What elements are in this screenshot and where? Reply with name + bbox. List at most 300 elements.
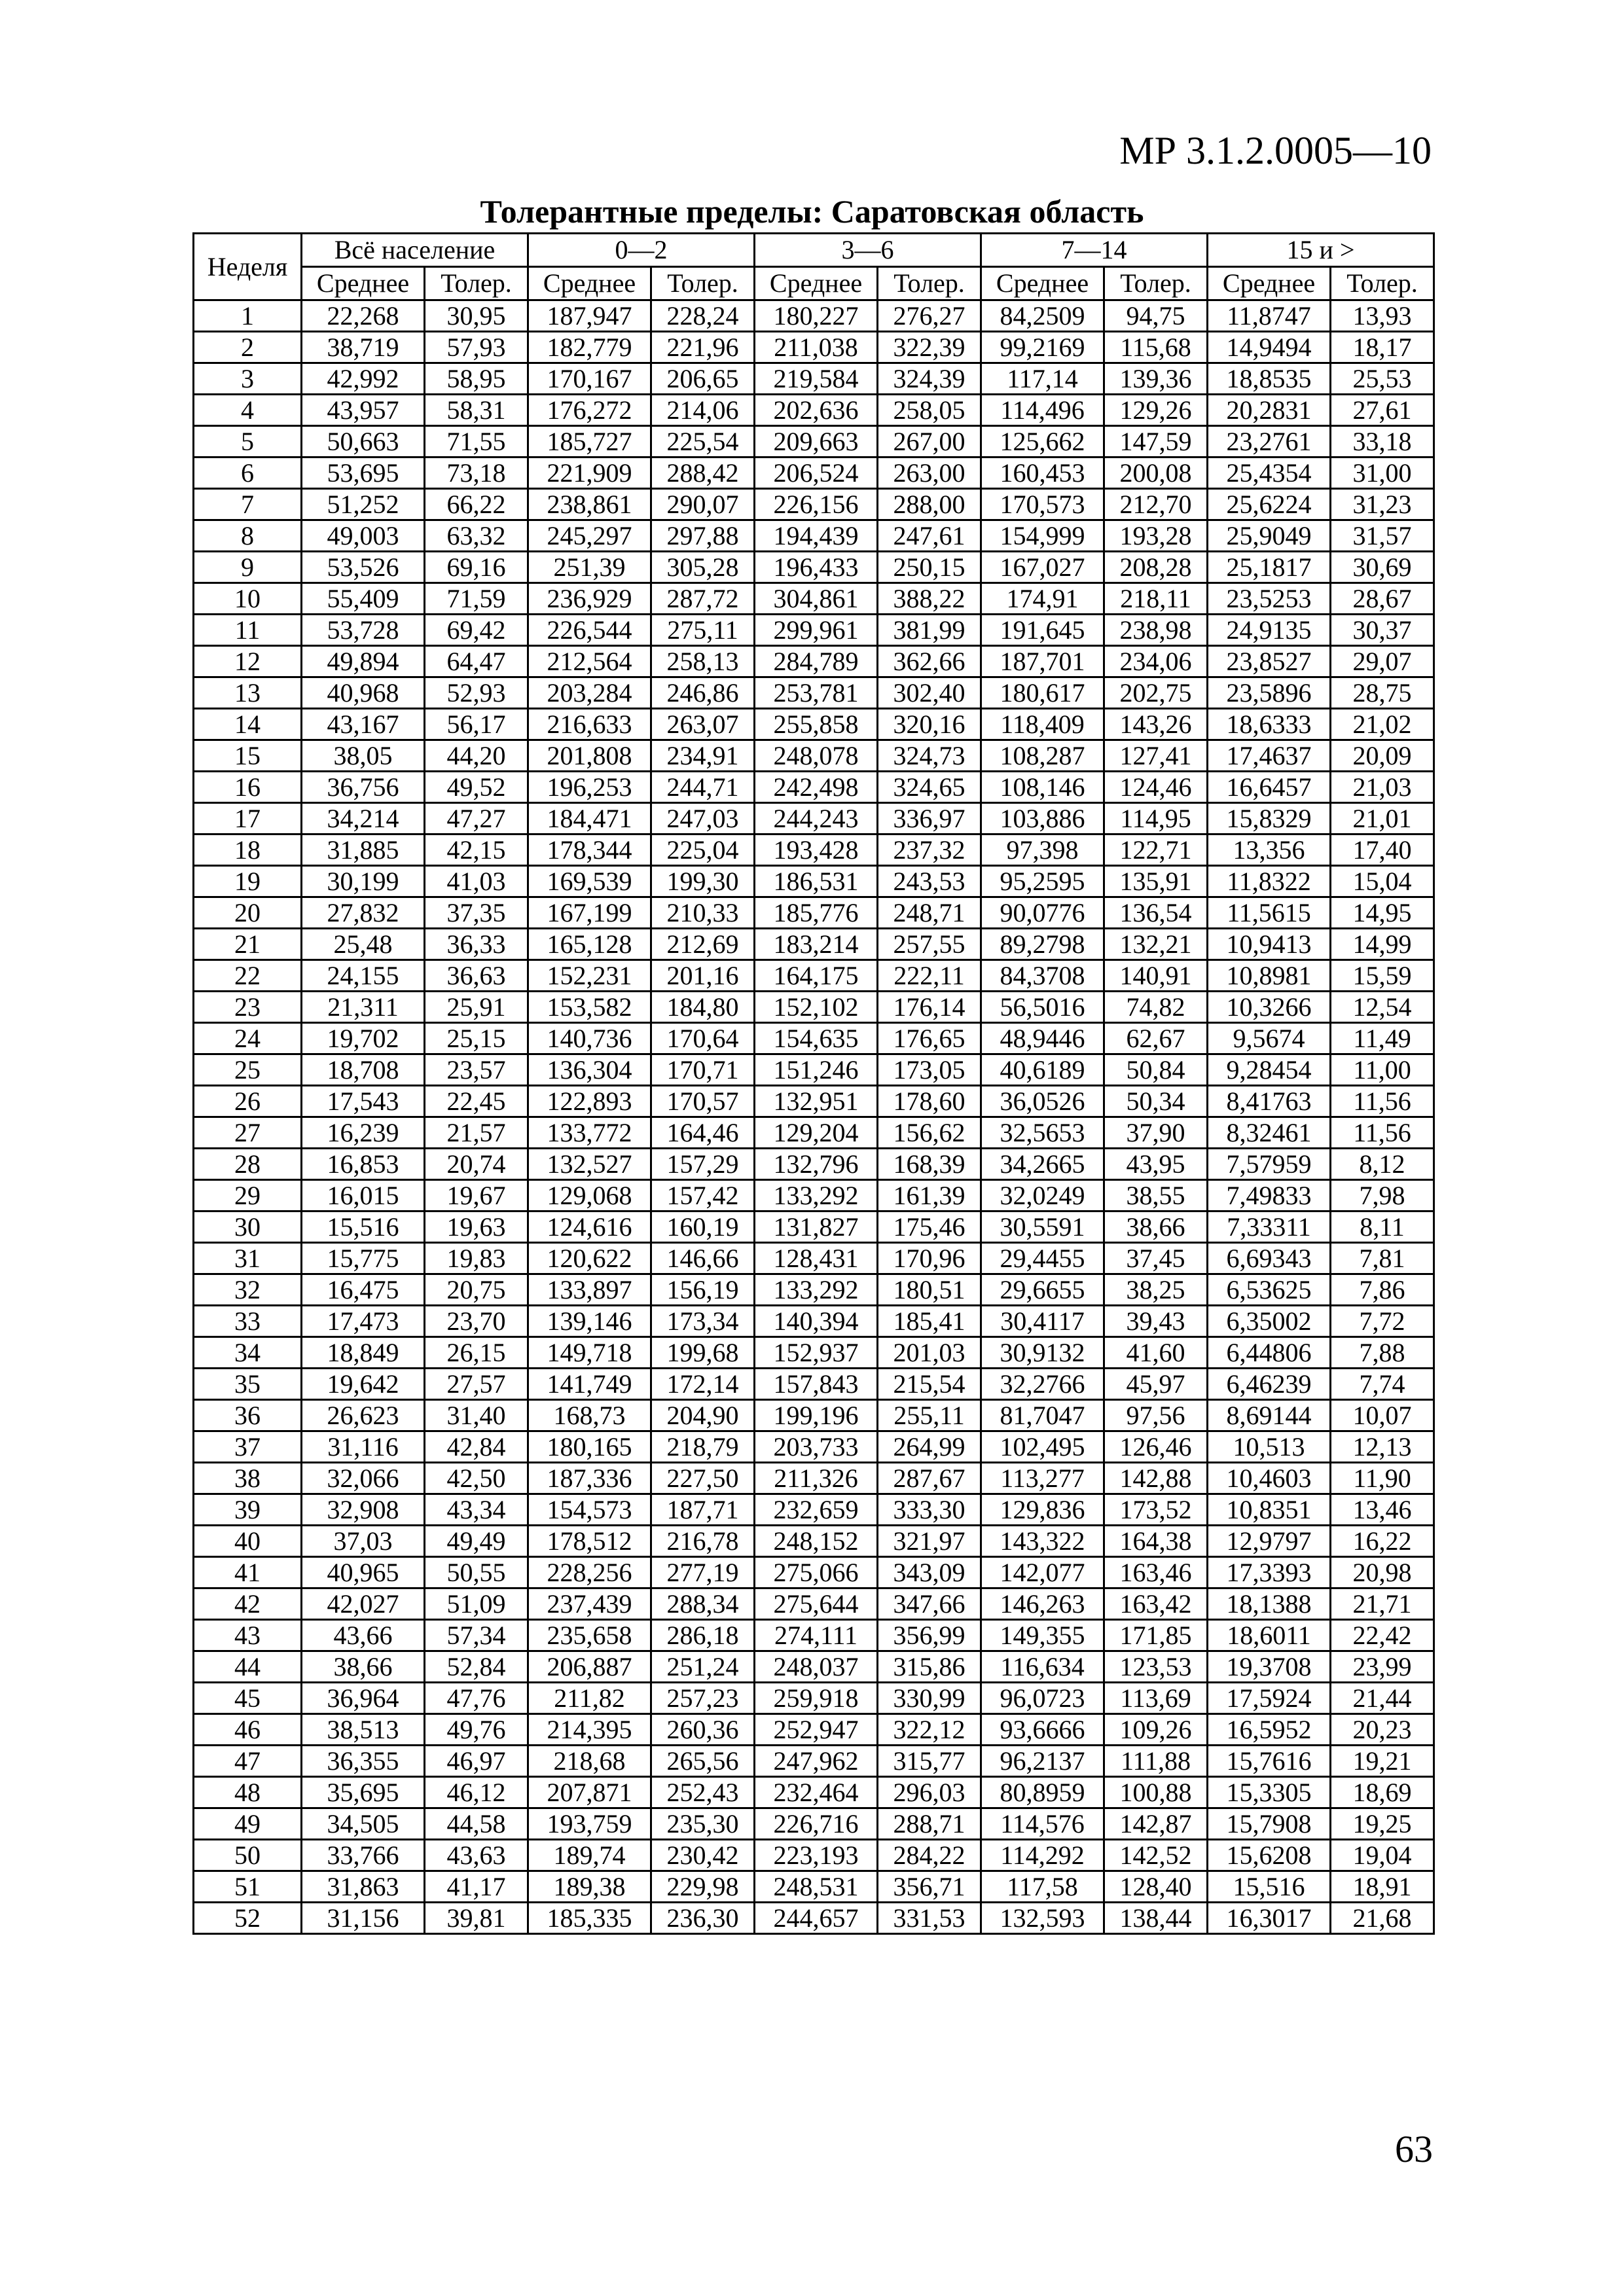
age-15-plus-tolerance-cell: 11,49 (1331, 1023, 1434, 1054)
all-mean-cell: 36,756 (302, 772, 425, 803)
table-row (194, 992, 1434, 1023)
age-15-plus-mean-cell: 17,4637 (1208, 740, 1331, 772)
age-7-14-tolerance-cell: 94,75 (1104, 300, 1208, 332)
all-mean-cell: 34,214 (302, 803, 425, 834)
all-mean-cell: 22,268 (302, 300, 425, 332)
all-mean-cell: 27,832 (302, 897, 425, 929)
age-7-14-mean-cell: 114,292 (981, 1840, 1104, 1871)
age-15-plus-tolerance-cell: 12,54 (1331, 992, 1434, 1023)
all-mean-cell: 40,965 (302, 1557, 425, 1588)
age-15-plus-tolerance-cell: 7,81 (1331, 1243, 1434, 1274)
all-tolerance-cell: 71,55 (425, 426, 528, 457)
age-15-plus-tolerance-cell: 33,18 (1331, 426, 1434, 457)
age-0-2-tolerance-cell: 187,71 (651, 1494, 755, 1526)
subheader-tolerance: Толер. (878, 267, 981, 300)
all-mean-cell: 18,849 (302, 1337, 425, 1369)
age-15-plus-tolerance-cell: 7,72 (1331, 1306, 1434, 1337)
age-15-plus-mean-cell: 24,9135 (1208, 615, 1331, 646)
age-15-plus-mean-cell: 18,6011 (1208, 1620, 1331, 1651)
age-3-6-mean-cell: 132,951 (755, 1086, 878, 1117)
table-row (194, 1243, 1434, 1274)
age-15-plus-tolerance-cell: 31,23 (1331, 489, 1434, 520)
table-row (194, 1651, 1434, 1683)
age-15-plus-mean-cell: 8,32461 (1208, 1117, 1331, 1149)
age-3-6-mean-cell: 248,037 (755, 1651, 878, 1683)
table-row (194, 1431, 1434, 1463)
age-0-2-tolerance-cell: 290,07 (651, 489, 755, 520)
group-header-7-14: 7—14 (981, 234, 1208, 267)
age-15-plus-tolerance-cell: 30,37 (1331, 615, 1434, 646)
age-15-plus-tolerance-cell: 21,01 (1331, 803, 1434, 834)
table-row (194, 897, 1434, 929)
age-3-6-tolerance-cell: 178,60 (878, 1086, 981, 1117)
table-row (194, 1620, 1434, 1651)
subheader-mean: Среднее (302, 267, 425, 300)
age-3-6-mean-cell: 140,394 (755, 1306, 878, 1337)
age-0-2-mean-cell: 214,395 (528, 1714, 651, 1746)
age-7-14-tolerance-cell: 50,84 (1104, 1054, 1208, 1086)
age-0-2-mean-cell: 141,749 (528, 1369, 651, 1400)
age-0-2-tolerance-cell: 221,96 (651, 332, 755, 363)
age-3-6-tolerance-cell: 222,11 (878, 960, 981, 992)
age-7-14-mean-cell: 117,14 (981, 363, 1104, 395)
age-15-plus-tolerance-cell: 29,07 (1331, 646, 1434, 677)
all-mean-cell: 15,775 (302, 1243, 425, 1274)
all-tolerance-cell: 63,32 (425, 520, 528, 552)
age-3-6-mean-cell: 255,858 (755, 709, 878, 740)
age-7-14-tolerance-cell: 100,88 (1104, 1777, 1208, 1808)
all-mean-cell: 31,885 (302, 834, 425, 866)
all-mean-cell: 16,475 (302, 1274, 425, 1306)
age-15-plus-mean-cell: 7,57959 (1208, 1149, 1331, 1180)
age-7-14-mean-cell: 29,4455 (981, 1243, 1104, 1274)
age-3-6-tolerance-cell: 264,99 (878, 1431, 981, 1463)
age-0-2-mean-cell: 216,633 (528, 709, 651, 740)
all-tolerance-cell: 42,84 (425, 1431, 528, 1463)
age-7-14-tolerance-cell: 173,52 (1104, 1494, 1208, 1526)
week-cell: 5 (194, 426, 302, 457)
age-3-6-tolerance-cell: 288,00 (878, 489, 981, 520)
age-15-plus-tolerance-cell: 11,56 (1331, 1117, 1434, 1149)
age-0-2-mean-cell: 139,146 (528, 1306, 651, 1337)
week-cell: 21 (194, 929, 302, 960)
table-row (194, 1777, 1434, 1808)
table-row (194, 552, 1434, 583)
age-0-2-tolerance-cell: 170,64 (651, 1023, 755, 1054)
age-3-6-tolerance-cell: 156,62 (878, 1117, 981, 1149)
age-0-2-mean-cell: 236,929 (528, 583, 651, 615)
age-7-14-tolerance-cell: 142,88 (1104, 1463, 1208, 1494)
age-3-6-tolerance-cell: 356,71 (878, 1871, 981, 1903)
age-7-14-mean-cell: 149,355 (981, 1620, 1104, 1651)
age-7-14-mean-cell: 97,398 (981, 834, 1104, 866)
age-3-6-tolerance-cell: 322,39 (878, 332, 981, 363)
age-7-14-tolerance-cell: 238,98 (1104, 615, 1208, 646)
age-7-14-tolerance-cell: 37,90 (1104, 1117, 1208, 1149)
all-tolerance-cell: 52,93 (425, 677, 528, 709)
subheader-tolerance: Толер. (1331, 267, 1434, 300)
age-7-14-tolerance-cell: 128,40 (1104, 1871, 1208, 1903)
age-3-6-tolerance-cell: 388,22 (878, 583, 981, 615)
age-15-plus-tolerance-cell: 18,69 (1331, 1777, 1434, 1808)
age-7-14-tolerance-cell: 142,52 (1104, 1840, 1208, 1871)
age-3-6-mean-cell: 151,246 (755, 1054, 878, 1086)
age-15-plus-mean-cell: 15,8329 (1208, 803, 1331, 834)
age-15-plus-tolerance-cell: 21,03 (1331, 772, 1434, 803)
age-7-14-tolerance-cell: 234,06 (1104, 646, 1208, 677)
table-row (194, 583, 1434, 615)
age-0-2-tolerance-cell: 230,42 (651, 1840, 755, 1871)
all-mean-cell: 38,66 (302, 1651, 425, 1683)
age-7-14-tolerance-cell: 111,88 (1104, 1746, 1208, 1777)
table-row (194, 1180, 1434, 1211)
age-7-14-tolerance-cell: 127,41 (1104, 740, 1208, 772)
group-header-15-plus: 15 и > (1208, 234, 1434, 267)
age-7-14-mean-cell: 103,886 (981, 803, 1104, 834)
age-7-14-tolerance-cell: 135,91 (1104, 866, 1208, 897)
age-0-2-tolerance-cell: 170,57 (651, 1086, 755, 1117)
age-15-plus-tolerance-cell: 18,17 (1331, 332, 1434, 363)
age-15-plus-mean-cell: 8,69144 (1208, 1400, 1331, 1431)
age-0-2-tolerance-cell: 287,72 (651, 583, 755, 615)
age-7-14-tolerance-cell: 124,46 (1104, 772, 1208, 803)
age-0-2-tolerance-cell: 275,11 (651, 615, 755, 646)
age-3-6-tolerance-cell: 302,40 (878, 677, 981, 709)
all-mean-cell: 37,03 (302, 1526, 425, 1557)
age-15-plus-tolerance-cell: 11,56 (1331, 1086, 1434, 1117)
age-15-plus-mean-cell: 6,44806 (1208, 1337, 1331, 1369)
age-15-plus-mean-cell: 10,9413 (1208, 929, 1331, 960)
age-15-plus-mean-cell: 7,33311 (1208, 1211, 1331, 1243)
week-cell: 8 (194, 520, 302, 552)
week-cell: 50 (194, 1840, 302, 1871)
age-0-2-tolerance-cell: 244,71 (651, 772, 755, 803)
age-3-6-tolerance-cell: 267,00 (878, 426, 981, 457)
table-row (194, 1714, 1434, 1746)
table-row (194, 363, 1434, 395)
age-15-plus-mean-cell: 10,8981 (1208, 960, 1331, 992)
age-15-plus-tolerance-cell: 19,25 (1331, 1808, 1434, 1840)
week-cell: 34 (194, 1337, 302, 1369)
week-cell: 11 (194, 615, 302, 646)
age-0-2-tolerance-cell: 251,24 (651, 1651, 755, 1683)
age-3-6-tolerance-cell: 331,53 (878, 1903, 981, 1934)
age-0-2-tolerance-cell: 170,71 (651, 1054, 755, 1086)
age-15-plus-tolerance-cell: 30,69 (1331, 552, 1434, 583)
age-0-2-tolerance-cell: 288,42 (651, 457, 755, 489)
age-3-6-mean-cell: 211,038 (755, 332, 878, 363)
age-3-6-tolerance-cell: 185,41 (878, 1306, 981, 1337)
age-0-2-mean-cell: 180,165 (528, 1431, 651, 1463)
all-mean-cell: 17,473 (302, 1306, 425, 1337)
age-3-6-tolerance-cell: 173,05 (878, 1054, 981, 1086)
age-3-6-mean-cell: 131,827 (755, 1211, 878, 1243)
age-15-plus-tolerance-cell: 28,75 (1331, 677, 1434, 709)
age-7-14-tolerance-cell: 139,36 (1104, 363, 1208, 395)
age-15-plus-tolerance-cell: 12,13 (1331, 1431, 1434, 1463)
age-0-2-mean-cell: 176,272 (528, 395, 651, 426)
table-title: Толерантные пределы: Саратовская область (480, 193, 1144, 230)
week-cell: 6 (194, 457, 302, 489)
age-3-6-tolerance-cell: 215,54 (878, 1369, 981, 1400)
age-7-14-mean-cell: 154,999 (981, 520, 1104, 552)
age-15-plus-tolerance-cell: 16,22 (1331, 1526, 1434, 1557)
all-mean-cell: 15,516 (302, 1211, 425, 1243)
age-0-2-mean-cell: 187,336 (528, 1463, 651, 1494)
age-3-6-mean-cell: 133,292 (755, 1274, 878, 1306)
age-0-2-tolerance-cell: 246,86 (651, 677, 755, 709)
week-cell: 40 (194, 1526, 302, 1557)
all-mean-cell: 31,116 (302, 1431, 425, 1463)
all-tolerance-cell: 20,74 (425, 1149, 528, 1180)
header-row-groups (194, 234, 1434, 267)
all-tolerance-cell: 47,76 (425, 1683, 528, 1714)
age-3-6-tolerance-cell: 330,99 (878, 1683, 981, 1714)
age-3-6-tolerance-cell: 161,39 (878, 1180, 981, 1211)
table-row (194, 1149, 1434, 1180)
all-tolerance-cell: 23,70 (425, 1306, 528, 1337)
age-7-14-tolerance-cell: 115,68 (1104, 332, 1208, 363)
age-15-plus-tolerance-cell: 21,71 (1331, 1588, 1434, 1620)
age-15-plus-mean-cell: 15,6208 (1208, 1840, 1331, 1871)
age-7-14-mean-cell: 113,277 (981, 1463, 1104, 1494)
week-cell: 33 (194, 1306, 302, 1337)
all-tolerance-cell: 36,63 (425, 960, 528, 992)
age-3-6-mean-cell: 186,531 (755, 866, 878, 897)
age-15-plus-mean-cell: 6,69343 (1208, 1243, 1331, 1274)
age-3-6-tolerance-cell: 324,73 (878, 740, 981, 772)
all-tolerance-cell: 19,83 (425, 1243, 528, 1274)
age-3-6-tolerance-cell: 324,65 (878, 772, 981, 803)
all-tolerance-cell: 47,27 (425, 803, 528, 834)
age-0-2-tolerance-cell: 160,19 (651, 1211, 755, 1243)
age-3-6-mean-cell: 232,464 (755, 1777, 878, 1808)
age-0-2-mean-cell: 152,231 (528, 960, 651, 992)
age-7-14-tolerance-cell: 37,45 (1104, 1243, 1208, 1274)
age-7-14-tolerance-cell: 109,26 (1104, 1714, 1208, 1746)
all-mean-cell: 43,66 (302, 1620, 425, 1651)
all-tolerance-cell: 64,47 (425, 646, 528, 677)
all-mean-cell: 25,48 (302, 929, 425, 960)
age-15-plus-tolerance-cell: 21,68 (1331, 1903, 1434, 1934)
age-0-2-mean-cell: 226,544 (528, 615, 651, 646)
age-3-6-mean-cell: 247,962 (755, 1746, 878, 1777)
age-15-plus-mean-cell: 25,1817 (1208, 552, 1331, 583)
subheader-mean: Среднее (1208, 267, 1331, 300)
all-mean-cell: 16,853 (302, 1149, 425, 1180)
age-7-14-mean-cell: 32,5653 (981, 1117, 1104, 1149)
all-tolerance-cell: 37,35 (425, 897, 528, 929)
all-mean-cell: 42,027 (302, 1588, 425, 1620)
age-3-6-mean-cell: 206,524 (755, 457, 878, 489)
age-3-6-tolerance-cell: 343,09 (878, 1557, 981, 1588)
week-cell: 24 (194, 1023, 302, 1054)
age-3-6-tolerance-cell: 381,99 (878, 615, 981, 646)
age-0-2-mean-cell: 167,199 (528, 897, 651, 929)
all-tolerance-cell: 52,84 (425, 1651, 528, 1683)
all-tolerance-cell: 58,95 (425, 363, 528, 395)
table-row (194, 1463, 1434, 1494)
age-0-2-tolerance-cell: 204,90 (651, 1400, 755, 1431)
week-cell: 47 (194, 1746, 302, 1777)
age-3-6-mean-cell: 203,733 (755, 1431, 878, 1463)
all-tolerance-cell: 43,63 (425, 1840, 528, 1871)
table-row (194, 426, 1434, 457)
age-0-2-mean-cell: 149,718 (528, 1337, 651, 1369)
age-15-plus-tolerance-cell: 14,99 (1331, 929, 1434, 960)
age-15-plus-mean-cell: 7,49833 (1208, 1180, 1331, 1211)
age-15-plus-mean-cell: 12,9797 (1208, 1526, 1331, 1557)
all-tolerance-cell: 31,40 (425, 1400, 528, 1431)
week-cell: 26 (194, 1086, 302, 1117)
all-tolerance-cell: 46,97 (425, 1746, 528, 1777)
age-3-6-mean-cell: 248,531 (755, 1871, 878, 1903)
age-0-2-tolerance-cell: 225,54 (651, 426, 755, 457)
age-15-plus-mean-cell: 9,28454 (1208, 1054, 1331, 1086)
subheader-tolerance: Толер. (651, 267, 755, 300)
all-tolerance-cell: 42,15 (425, 834, 528, 866)
age-7-14-mean-cell: 90,0776 (981, 897, 1104, 929)
age-0-2-tolerance-cell: 236,30 (651, 1903, 755, 1934)
age-0-2-tolerance-cell: 257,23 (651, 1683, 755, 1714)
age-15-plus-tolerance-cell: 13,46 (1331, 1494, 1434, 1526)
all-tolerance-cell: 25,15 (425, 1023, 528, 1054)
age-0-2-tolerance-cell: 305,28 (651, 552, 755, 583)
age-3-6-tolerance-cell: 276,27 (878, 300, 981, 332)
week-cell: 13 (194, 677, 302, 709)
header-row-subcolumns (194, 267, 1434, 300)
age-3-6-mean-cell: 183,214 (755, 929, 878, 960)
age-0-2-tolerance-cell: 172,14 (651, 1369, 755, 1400)
all-tolerance-cell: 56,17 (425, 709, 528, 740)
age-0-2-mean-cell: 133,897 (528, 1274, 651, 1306)
age-7-14-mean-cell: 29,6655 (981, 1274, 1104, 1306)
age-0-2-mean-cell: 228,256 (528, 1557, 651, 1588)
week-cell: 31 (194, 1243, 302, 1274)
all-tolerance-cell: 41,03 (425, 866, 528, 897)
week-cell: 30 (194, 1211, 302, 1243)
all-tolerance-cell: 43,34 (425, 1494, 528, 1526)
age-0-2-tolerance-cell: 146,66 (651, 1243, 755, 1274)
age-0-2-mean-cell: 154,573 (528, 1494, 651, 1526)
all-mean-cell: 16,239 (302, 1117, 425, 1149)
week-cell: 51 (194, 1871, 302, 1903)
age-0-2-mean-cell: 178,344 (528, 834, 651, 866)
all-mean-cell: 31,863 (302, 1871, 425, 1903)
age-3-6-mean-cell: 244,657 (755, 1903, 878, 1934)
age-3-6-mean-cell: 226,156 (755, 489, 878, 520)
age-7-14-tolerance-cell: 171,85 (1104, 1620, 1208, 1651)
age-3-6-mean-cell: 304,861 (755, 583, 878, 615)
week-cell: 18 (194, 834, 302, 866)
age-7-14-tolerance-cell: 208,28 (1104, 552, 1208, 583)
age-15-plus-mean-cell: 10,3266 (1208, 992, 1331, 1023)
table-row (194, 1211, 1434, 1243)
all-mean-cell: 55,409 (302, 583, 425, 615)
age-0-2-mean-cell: 169,539 (528, 866, 651, 897)
week-cell: 10 (194, 583, 302, 615)
week-cell: 7 (194, 489, 302, 520)
page-number: 63 (1395, 2128, 1433, 2170)
age-3-6-mean-cell: 253,781 (755, 677, 878, 709)
age-15-plus-tolerance-cell: 19,21 (1331, 1746, 1434, 1777)
age-3-6-tolerance-cell: 287,67 (878, 1463, 981, 1494)
age-0-2-mean-cell: 153,582 (528, 992, 651, 1023)
all-mean-cell: 26,623 (302, 1400, 425, 1431)
age-3-6-tolerance-cell: 255,11 (878, 1400, 981, 1431)
age-7-14-mean-cell: 95,2595 (981, 866, 1104, 897)
age-15-plus-mean-cell: 23,5253 (1208, 583, 1331, 615)
age-7-14-mean-cell: 117,58 (981, 1871, 1104, 1903)
week-cell: 42 (194, 1588, 302, 1620)
table-row (194, 1557, 1434, 1588)
group-header-all: Всё население (302, 234, 528, 267)
all-tolerance-cell: 19,67 (425, 1180, 528, 1211)
all-tolerance-cell: 27,57 (425, 1369, 528, 1400)
age-3-6-tolerance-cell: 263,00 (878, 457, 981, 489)
age-15-plus-mean-cell: 15,7616 (1208, 1746, 1331, 1777)
age-3-6-mean-cell: 275,066 (755, 1557, 878, 1588)
table-row (194, 709, 1434, 740)
week-cell: 37 (194, 1431, 302, 1463)
age-0-2-tolerance-cell: 288,34 (651, 1588, 755, 1620)
age-3-6-mean-cell: 202,636 (755, 395, 878, 426)
table-row (194, 866, 1434, 897)
age-7-14-mean-cell: 102,495 (981, 1431, 1104, 1463)
age-0-2-mean-cell: 184,471 (528, 803, 651, 834)
age-0-2-tolerance-cell: 212,69 (651, 929, 755, 960)
age-3-6-tolerance-cell: 180,51 (878, 1274, 981, 1306)
age-3-6-tolerance-cell: 248,71 (878, 897, 981, 929)
document-code: МР 3.1.2.0005—10 (1119, 129, 1432, 172)
subheader-tolerance: Толер. (425, 267, 528, 300)
all-tolerance-cell: 22,45 (425, 1086, 528, 1117)
age-3-6-mean-cell: 199,196 (755, 1400, 878, 1431)
age-15-plus-tolerance-cell: 31,00 (1331, 457, 1434, 489)
all-tolerance-cell: 39,81 (425, 1903, 528, 1934)
age-0-2-tolerance-cell: 225,04 (651, 834, 755, 866)
age-3-6-mean-cell: 132,796 (755, 1149, 878, 1180)
age-3-6-tolerance-cell: 176,14 (878, 992, 981, 1023)
week-cell: 28 (194, 1149, 302, 1180)
age-0-2-tolerance-cell: 214,06 (651, 395, 755, 426)
age-15-plus-mean-cell: 6,46239 (1208, 1369, 1331, 1400)
age-0-2-mean-cell: 132,527 (528, 1149, 651, 1180)
age-0-2-mean-cell: 193,759 (528, 1808, 651, 1840)
age-7-14-tolerance-cell: 212,70 (1104, 489, 1208, 520)
all-mean-cell: 53,695 (302, 457, 425, 489)
age-3-6-tolerance-cell: 333,30 (878, 1494, 981, 1526)
age-3-6-mean-cell: 129,204 (755, 1117, 878, 1149)
age-15-plus-tolerance-cell: 20,09 (1331, 740, 1434, 772)
week-cell: 2 (194, 332, 302, 363)
all-tolerance-cell: 30,95 (425, 300, 528, 332)
age-7-14-tolerance-cell: 39,43 (1104, 1306, 1208, 1337)
all-tolerance-cell: 49,49 (425, 1526, 528, 1557)
age-7-14-tolerance-cell: 43,95 (1104, 1149, 1208, 1180)
all-tolerance-cell: 25,91 (425, 992, 528, 1023)
all-mean-cell: 38,513 (302, 1714, 425, 1746)
all-tolerance-cell: 73,18 (425, 457, 528, 489)
age-0-2-tolerance-cell: 216,78 (651, 1526, 755, 1557)
age-7-14-mean-cell: 36,0526 (981, 1086, 1104, 1117)
all-tolerance-cell: 41,17 (425, 1871, 528, 1903)
age-0-2-mean-cell: 185,335 (528, 1903, 651, 1934)
table-row (194, 457, 1434, 489)
age-7-14-mean-cell: 96,2137 (981, 1746, 1104, 1777)
age-7-14-tolerance-cell: 122,71 (1104, 834, 1208, 866)
age-3-6-mean-cell: 128,431 (755, 1243, 878, 1274)
